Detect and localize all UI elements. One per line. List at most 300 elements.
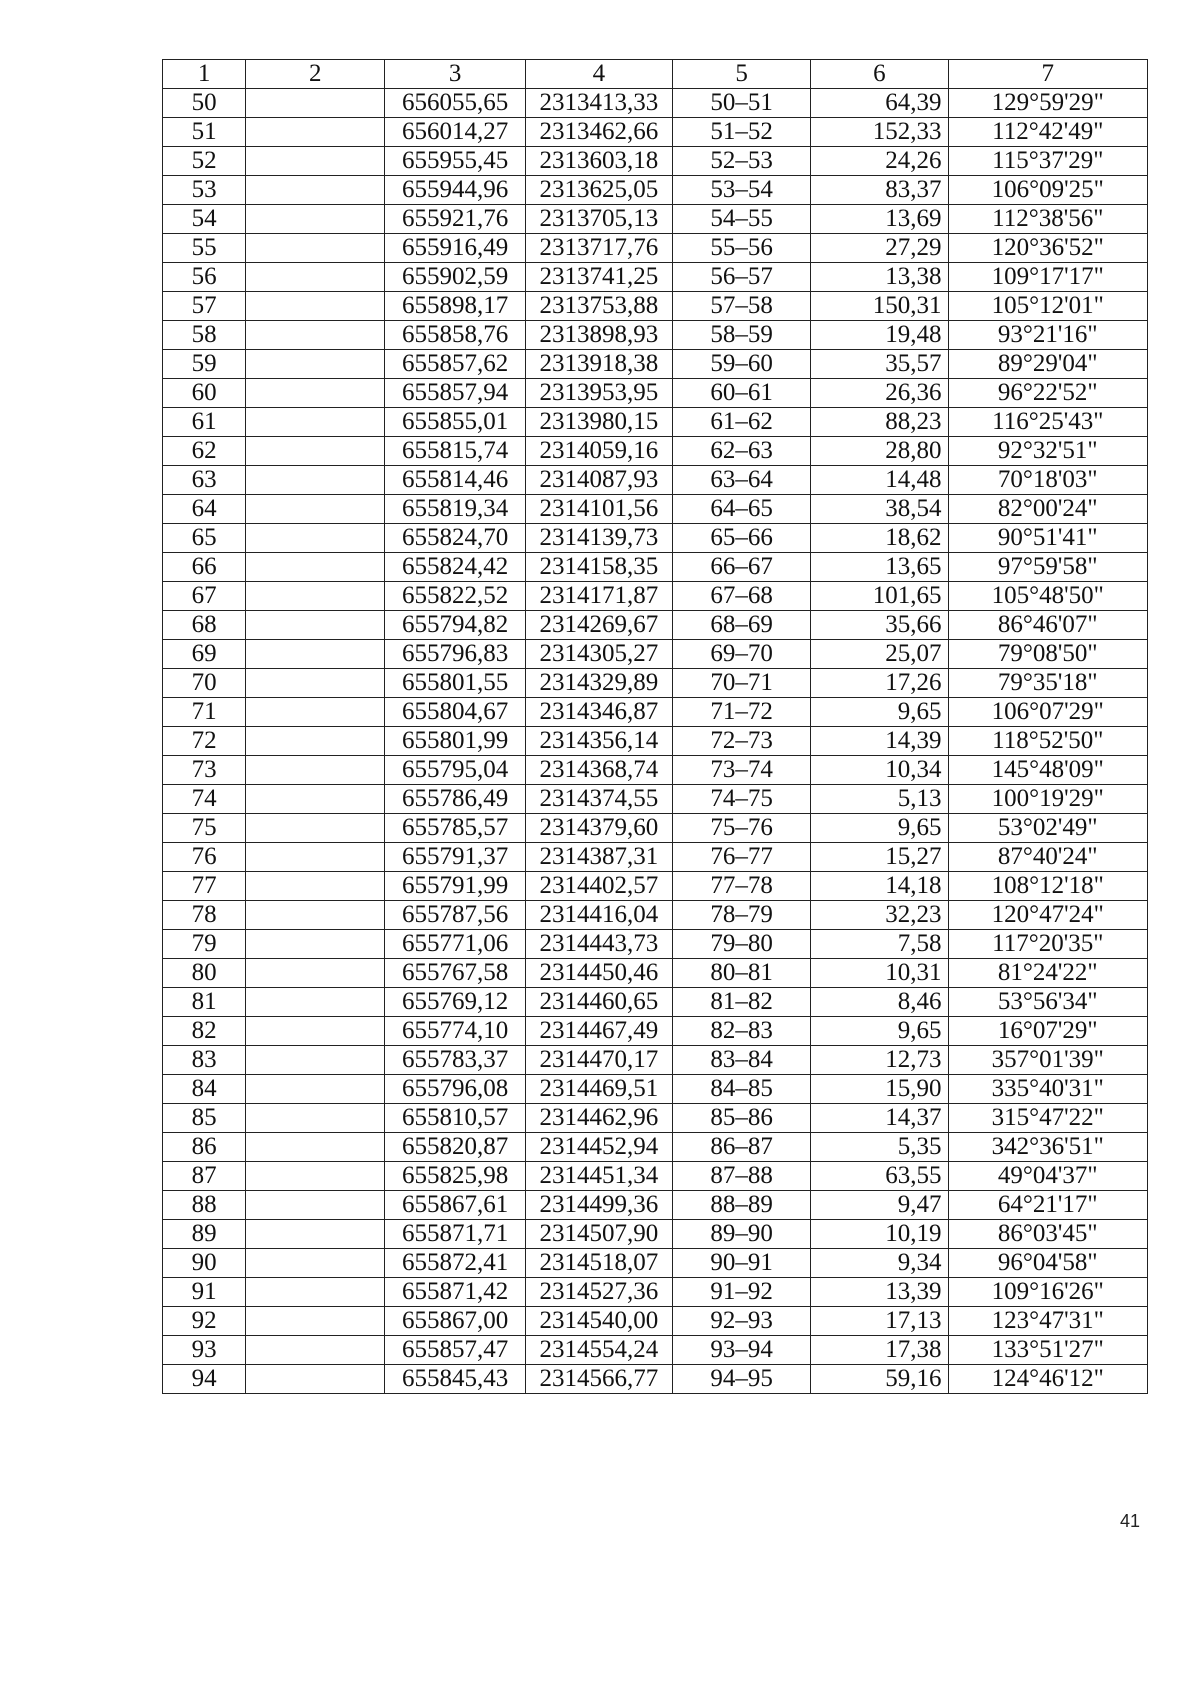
angle-cell: 16°07'29" — [948, 1017, 1147, 1046]
y-coordinate-cell: 2313705,13 — [525, 205, 672, 234]
empty-cell — [246, 698, 385, 727]
x-coordinate-cell: 655791,37 — [385, 843, 525, 872]
x-coordinate-cell: 655786,49 — [385, 785, 525, 814]
y-coordinate-cell: 2313462,66 — [525, 118, 672, 147]
x-coordinate-cell: 656055,65 — [385, 89, 525, 118]
point-number-cell: 81 — [163, 988, 246, 1017]
length-cell: 13,39 — [811, 1278, 948, 1307]
column-header-3: 3 — [385, 60, 525, 89]
page-number: 41 — [1120, 1511, 1141, 1531]
empty-cell — [246, 408, 385, 437]
angle-cell: 357°01'39" — [948, 1046, 1147, 1075]
point-number-cell: 91 — [163, 1278, 246, 1307]
segment-cell: 90–91 — [673, 1249, 811, 1278]
segment-cell: 86–87 — [673, 1133, 811, 1162]
point-number-cell: 60 — [163, 379, 246, 408]
table-row — [163, 176, 1148, 205]
segment-cell: 64–65 — [673, 495, 811, 524]
table-row — [163, 379, 1148, 408]
point-number-cell: 78 — [163, 901, 246, 930]
table-row — [163, 1075, 1148, 1104]
point-number-cell: 87 — [163, 1162, 246, 1191]
segment-cell: 78–79 — [673, 901, 811, 930]
segment-cell: 56–57 — [673, 263, 811, 292]
empty-cell — [246, 611, 385, 640]
table-row — [163, 1017, 1148, 1046]
table-row — [163, 727, 1148, 756]
length-cell: 59,16 — [811, 1365, 948, 1394]
x-coordinate-cell: 655785,57 — [385, 814, 525, 843]
x-coordinate-cell: 655795,04 — [385, 756, 525, 785]
x-coordinate-cell: 655825,98 — [385, 1162, 525, 1191]
angle-cell: 70°18'03" — [948, 466, 1147, 495]
length-cell: 10,19 — [811, 1220, 948, 1249]
table-row — [163, 669, 1148, 698]
y-coordinate-cell: 2314460,65 — [525, 988, 672, 1017]
angle-cell: 64°21'17" — [948, 1191, 1147, 1220]
segment-cell: 87–88 — [673, 1162, 811, 1191]
x-coordinate-cell: 655769,12 — [385, 988, 525, 1017]
angle-cell: 129°59'29" — [948, 89, 1147, 118]
length-cell: 10,34 — [811, 756, 948, 785]
length-cell: 14,39 — [811, 727, 948, 756]
x-coordinate-cell: 655858,76 — [385, 321, 525, 350]
angle-cell: 112°38'56" — [948, 205, 1147, 234]
segment-cell: 84–85 — [673, 1075, 811, 1104]
point-number-cell: 84 — [163, 1075, 246, 1104]
table-row — [163, 901, 1148, 930]
column-header-6: 6 — [811, 60, 948, 89]
segment-cell: 55–56 — [673, 234, 811, 263]
x-coordinate-cell: 655871,71 — [385, 1220, 525, 1249]
angle-cell: 87°40'24" — [948, 843, 1147, 872]
y-coordinate-cell: 2313413,33 — [525, 89, 672, 118]
angle-cell: 79°08'50" — [948, 640, 1147, 669]
angle-cell: 124°46'12" — [948, 1365, 1147, 1394]
x-coordinate-cell: 655857,94 — [385, 379, 525, 408]
table-row — [163, 205, 1148, 234]
length-cell: 88,23 — [811, 408, 948, 437]
x-coordinate-cell: 655898,17 — [385, 292, 525, 321]
table-header-row — [163, 60, 1148, 89]
table-row — [163, 350, 1148, 379]
table-row — [163, 611, 1148, 640]
segment-cell: 92–93 — [673, 1307, 811, 1336]
point-number-cell: 63 — [163, 466, 246, 495]
angle-cell: 342°36'51" — [948, 1133, 1147, 1162]
length-cell: 15,27 — [811, 843, 948, 872]
y-coordinate-cell: 2314171,87 — [525, 582, 672, 611]
segment-cell: 59–60 — [673, 350, 811, 379]
y-coordinate-cell: 2314451,34 — [525, 1162, 672, 1191]
point-number-cell: 94 — [163, 1365, 246, 1394]
empty-cell — [246, 1191, 385, 1220]
x-coordinate-cell: 655822,52 — [385, 582, 525, 611]
length-cell: 14,48 — [811, 466, 948, 495]
length-cell: 25,07 — [811, 640, 948, 669]
point-number-cell: 79 — [163, 930, 246, 959]
point-number-cell: 76 — [163, 843, 246, 872]
y-coordinate-cell: 2314470,17 — [525, 1046, 672, 1075]
length-cell: 9,65 — [811, 814, 948, 843]
x-coordinate-cell: 655801,55 — [385, 669, 525, 698]
empty-cell — [246, 89, 385, 118]
empty-cell — [246, 263, 385, 292]
empty-cell — [246, 553, 385, 582]
length-cell: 17,38 — [811, 1336, 948, 1365]
segment-cell: 93–94 — [673, 1336, 811, 1365]
angle-cell: 89°29'04" — [948, 350, 1147, 379]
table-body — [163, 89, 1148, 1394]
segment-cell: 62–63 — [673, 437, 811, 466]
table-row — [163, 408, 1148, 437]
y-coordinate-cell: 2314059,16 — [525, 437, 672, 466]
x-coordinate-cell: 655820,87 — [385, 1133, 525, 1162]
segment-cell: 54–55 — [673, 205, 811, 234]
segment-cell: 80–81 — [673, 959, 811, 988]
segment-cell: 51–52 — [673, 118, 811, 147]
point-number-cell: 71 — [163, 698, 246, 727]
point-number-cell: 73 — [163, 756, 246, 785]
angle-cell: 115°37'29" — [948, 147, 1147, 176]
point-number-cell: 77 — [163, 872, 246, 901]
angle-cell: 120°47'24" — [948, 901, 1147, 930]
length-cell: 17,13 — [811, 1307, 948, 1336]
y-coordinate-cell: 2314158,35 — [525, 553, 672, 582]
segment-cell: 85–86 — [673, 1104, 811, 1133]
empty-cell — [246, 930, 385, 959]
table-row — [163, 1104, 1148, 1133]
table-row — [163, 437, 1148, 466]
x-coordinate-cell: 655819,34 — [385, 495, 525, 524]
angle-cell: 97°59'58" — [948, 553, 1147, 582]
angle-cell: 109°17'17" — [948, 263, 1147, 292]
empty-cell — [246, 1075, 385, 1104]
length-cell: 9,47 — [811, 1191, 948, 1220]
point-number-cell: 52 — [163, 147, 246, 176]
length-cell: 38,54 — [811, 495, 948, 524]
length-cell: 24,26 — [811, 147, 948, 176]
x-coordinate-cell: 655944,96 — [385, 176, 525, 205]
angle-cell: 105°12'01" — [948, 292, 1147, 321]
angle-cell: 108°12'18" — [948, 872, 1147, 901]
column-header-4: 4 — [525, 60, 672, 89]
point-number-cell: 75 — [163, 814, 246, 843]
angle-cell: 90°51'41" — [948, 524, 1147, 553]
table-row — [163, 1278, 1148, 1307]
empty-cell — [246, 350, 385, 379]
angle-cell: 118°52'50" — [948, 727, 1147, 756]
empty-cell — [246, 321, 385, 350]
x-coordinate-cell: 655796,08 — [385, 1075, 525, 1104]
x-coordinate-cell: 655787,56 — [385, 901, 525, 930]
empty-cell — [246, 147, 385, 176]
length-cell: 152,33 — [811, 118, 948, 147]
point-number-cell: 51 — [163, 118, 246, 147]
empty-cell — [246, 1365, 385, 1394]
segment-cell: 65–66 — [673, 524, 811, 553]
segment-cell: 72–73 — [673, 727, 811, 756]
empty-cell — [246, 640, 385, 669]
angle-cell: 92°32'51" — [948, 437, 1147, 466]
angle-cell: 116°25'43" — [948, 408, 1147, 437]
point-number-cell: 64 — [163, 495, 246, 524]
empty-cell — [246, 437, 385, 466]
x-coordinate-cell: 655794,82 — [385, 611, 525, 640]
segment-cell: 94–95 — [673, 1365, 811, 1394]
empty-cell — [246, 524, 385, 553]
length-cell: 5,13 — [811, 785, 948, 814]
angle-cell: 79°35'18" — [948, 669, 1147, 698]
table-row — [163, 263, 1148, 292]
segment-cell: 89–90 — [673, 1220, 811, 1249]
length-cell: 14,18 — [811, 872, 948, 901]
table-row — [163, 1307, 1148, 1336]
segment-cell: 68–69 — [673, 611, 811, 640]
length-cell: 9,65 — [811, 1017, 948, 1046]
empty-cell — [246, 292, 385, 321]
point-number-cell: 68 — [163, 611, 246, 640]
length-cell: 5,35 — [811, 1133, 948, 1162]
x-coordinate-cell: 655857,47 — [385, 1336, 525, 1365]
empty-cell — [246, 379, 385, 408]
x-coordinate-cell: 655867,61 — [385, 1191, 525, 1220]
segment-cell: 88–89 — [673, 1191, 811, 1220]
x-coordinate-cell: 655857,62 — [385, 350, 525, 379]
x-coordinate-cell: 655845,43 — [385, 1365, 525, 1394]
length-cell: 9,65 — [811, 698, 948, 727]
point-number-cell: 89 — [163, 1220, 246, 1249]
empty-cell — [246, 234, 385, 263]
length-cell: 28,80 — [811, 437, 948, 466]
empty-cell — [246, 1220, 385, 1249]
empty-cell — [246, 988, 385, 1017]
angle-cell: 96°04'58" — [948, 1249, 1147, 1278]
table-row — [163, 1365, 1148, 1394]
y-coordinate-cell: 2314499,36 — [525, 1191, 672, 1220]
angle-cell: 106°09'25" — [948, 176, 1147, 205]
segment-cell: 60–61 — [673, 379, 811, 408]
point-number-cell: 50 — [163, 89, 246, 118]
segment-cell: 63–64 — [673, 466, 811, 495]
angle-cell: 112°42'49" — [948, 118, 1147, 147]
table-row — [163, 118, 1148, 147]
coordinates-table — [162, 59, 1148, 1394]
empty-cell — [246, 872, 385, 901]
x-coordinate-cell: 655801,99 — [385, 727, 525, 756]
y-coordinate-cell: 2313625,05 — [525, 176, 672, 205]
x-coordinate-cell: 655921,76 — [385, 205, 525, 234]
table-row — [163, 147, 1148, 176]
length-cell: 26,36 — [811, 379, 948, 408]
y-coordinate-cell: 2314356,14 — [525, 727, 672, 756]
column-header-1: 1 — [163, 60, 246, 89]
point-number-cell: 74 — [163, 785, 246, 814]
y-coordinate-cell: 2314443,73 — [525, 930, 672, 959]
angle-cell: 315°47'22" — [948, 1104, 1147, 1133]
point-number-cell: 62 — [163, 437, 246, 466]
point-number-cell: 67 — [163, 582, 246, 611]
y-coordinate-cell: 2314374,55 — [525, 785, 672, 814]
length-cell: 64,39 — [811, 89, 948, 118]
point-number-cell: 69 — [163, 640, 246, 669]
segment-cell: 81–82 — [673, 988, 811, 1017]
y-coordinate-cell: 2313980,15 — [525, 408, 672, 437]
point-number-cell: 80 — [163, 959, 246, 988]
point-number-cell: 88 — [163, 1191, 246, 1220]
table-row — [163, 640, 1148, 669]
point-number-cell: 53 — [163, 176, 246, 205]
y-coordinate-cell: 2314139,73 — [525, 524, 672, 553]
table-row — [163, 843, 1148, 872]
angle-cell: 100°19'29" — [948, 785, 1147, 814]
y-coordinate-cell: 2314450,46 — [525, 959, 672, 988]
angle-cell: 145°48'09" — [948, 756, 1147, 785]
angle-cell: 105°48'50" — [948, 582, 1147, 611]
table-row — [163, 1133, 1148, 1162]
empty-cell — [246, 901, 385, 930]
y-coordinate-cell: 2313898,93 — [525, 321, 672, 350]
x-coordinate-cell: 655796,83 — [385, 640, 525, 669]
segment-cell: 75–76 — [673, 814, 811, 843]
point-number-cell: 86 — [163, 1133, 246, 1162]
length-cell: 101,65 — [811, 582, 948, 611]
y-coordinate-cell: 2314566,77 — [525, 1365, 672, 1394]
segment-cell: 66–67 — [673, 553, 811, 582]
empty-cell — [246, 785, 385, 814]
y-coordinate-cell: 2314379,60 — [525, 814, 672, 843]
length-cell: 63,55 — [811, 1162, 948, 1191]
x-coordinate-cell: 655824,42 — [385, 553, 525, 582]
empty-cell — [246, 1307, 385, 1336]
angle-cell: 81°24'22" — [948, 959, 1147, 988]
segment-cell: 82–83 — [673, 1017, 811, 1046]
table-row — [163, 582, 1148, 611]
length-cell: 10,31 — [811, 959, 948, 988]
table-row — [163, 1046, 1148, 1075]
length-cell: 35,66 — [811, 611, 948, 640]
table-row — [163, 756, 1148, 785]
length-cell: 14,37 — [811, 1104, 948, 1133]
point-number-cell: 85 — [163, 1104, 246, 1133]
table-row — [163, 1249, 1148, 1278]
point-number-cell: 54 — [163, 205, 246, 234]
segment-cell: 53–54 — [673, 176, 811, 205]
length-cell: 13,65 — [811, 553, 948, 582]
y-coordinate-cell: 2313918,38 — [525, 350, 672, 379]
length-cell: 32,23 — [811, 901, 948, 930]
point-number-cell: 66 — [163, 553, 246, 582]
length-cell: 83,37 — [811, 176, 948, 205]
point-number-cell: 59 — [163, 350, 246, 379]
length-cell: 17,26 — [811, 669, 948, 698]
angle-cell: 93°21'16" — [948, 321, 1147, 350]
segment-cell: 61–62 — [673, 408, 811, 437]
length-cell: 7,58 — [811, 930, 948, 959]
point-number-cell: 58 — [163, 321, 246, 350]
point-number-cell: 56 — [163, 263, 246, 292]
angle-cell: 96°22'52" — [948, 379, 1147, 408]
empty-cell — [246, 727, 385, 756]
column-header-2: 2 — [246, 60, 385, 89]
length-cell: 9,34 — [811, 1249, 948, 1278]
angle-cell: 86°03'45" — [948, 1220, 1147, 1249]
y-coordinate-cell: 2314087,93 — [525, 466, 672, 495]
point-number-cell: 70 — [163, 669, 246, 698]
segment-cell: 91–92 — [673, 1278, 811, 1307]
y-coordinate-cell: 2313953,95 — [525, 379, 672, 408]
table-row — [163, 872, 1148, 901]
y-coordinate-cell: 2314554,24 — [525, 1336, 672, 1365]
y-coordinate-cell: 2314462,96 — [525, 1104, 672, 1133]
length-cell: 35,57 — [811, 350, 948, 379]
angle-cell: 109°16'26" — [948, 1278, 1147, 1307]
y-coordinate-cell: 2314402,57 — [525, 872, 672, 901]
angle-cell: 120°36'52" — [948, 234, 1147, 263]
angle-cell: 133°51'27" — [948, 1336, 1147, 1365]
segment-cell: 83–84 — [673, 1046, 811, 1075]
point-number-cell: 72 — [163, 727, 246, 756]
x-coordinate-cell: 655767,58 — [385, 959, 525, 988]
empty-cell — [246, 1162, 385, 1191]
angle-cell: 86°46'07" — [948, 611, 1147, 640]
table-row — [163, 814, 1148, 843]
y-coordinate-cell: 2314518,07 — [525, 1249, 672, 1278]
table-row — [163, 959, 1148, 988]
empty-cell — [246, 814, 385, 843]
segment-cell: 50–51 — [673, 89, 811, 118]
empty-cell — [246, 1133, 385, 1162]
x-coordinate-cell: 656014,27 — [385, 118, 525, 147]
empty-cell — [246, 959, 385, 988]
point-number-cell: 65 — [163, 524, 246, 553]
empty-cell — [246, 1249, 385, 1278]
x-coordinate-cell: 655902,59 — [385, 263, 525, 292]
empty-cell — [246, 1046, 385, 1075]
point-number-cell: 83 — [163, 1046, 246, 1075]
point-number-cell: 57 — [163, 292, 246, 321]
x-coordinate-cell: 655955,45 — [385, 147, 525, 176]
length-cell: 8,46 — [811, 988, 948, 1017]
point-number-cell: 82 — [163, 1017, 246, 1046]
empty-cell — [246, 466, 385, 495]
segment-cell: 57–58 — [673, 292, 811, 321]
segment-cell: 69–70 — [673, 640, 811, 669]
table-row — [163, 466, 1148, 495]
y-coordinate-cell: 2313741,25 — [525, 263, 672, 292]
angle-cell: 335°40'31" — [948, 1075, 1147, 1104]
y-coordinate-cell: 2314269,67 — [525, 611, 672, 640]
column-header-5: 5 — [673, 60, 811, 89]
table-row — [163, 495, 1148, 524]
x-coordinate-cell: 655771,06 — [385, 930, 525, 959]
table-row — [163, 292, 1148, 321]
length-cell: 15,90 — [811, 1075, 948, 1104]
angle-cell: 53°56'34" — [948, 988, 1147, 1017]
x-coordinate-cell: 655867,00 — [385, 1307, 525, 1336]
y-coordinate-cell: 2314101,56 — [525, 495, 672, 524]
table-row — [163, 553, 1148, 582]
empty-cell — [246, 756, 385, 785]
angle-cell: 82°00'24" — [948, 495, 1147, 524]
length-cell: 13,38 — [811, 263, 948, 292]
table-row — [163, 988, 1148, 1017]
y-coordinate-cell: 2314452,94 — [525, 1133, 672, 1162]
y-coordinate-cell: 2314467,49 — [525, 1017, 672, 1046]
length-cell: 12,73 — [811, 1046, 948, 1075]
empty-cell — [246, 176, 385, 205]
y-coordinate-cell: 2313753,88 — [525, 292, 672, 321]
